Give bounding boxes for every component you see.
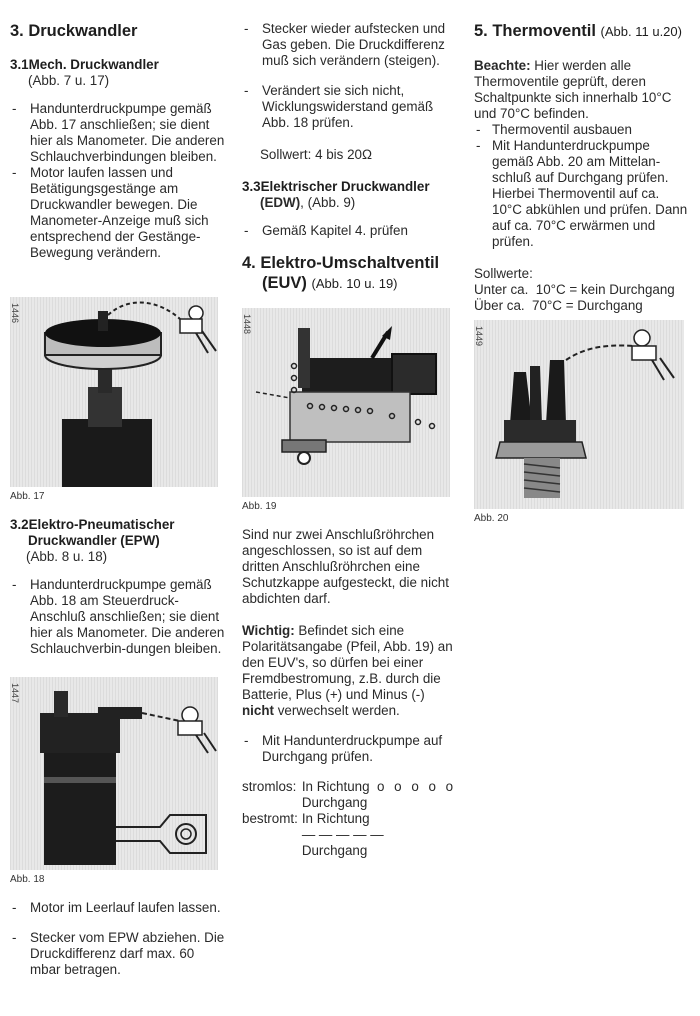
figure-17: [10, 297, 218, 487]
list-5: [474, 122, 692, 250]
euv-drawing: [242, 308, 450, 497]
column-right: [474, 0, 692, 525]
list-item: - Stecker vom EPW abziehen. Die Druckdifferenz darf max. 60 mbar betragen.: [10, 930, 225, 978]
stromlos-symbol: o o o o o: [377, 779, 457, 794]
list-item: - Gemäß Kapitel 4. prüfen: [242, 223, 457, 239]
sollwerte-line-1: Unter ca. 10°C = kein Durchgang: [474, 282, 675, 297]
sollwert: Sollwert: 4 bis 20Ω: [260, 147, 372, 162]
stromlos-text: In Richtung: [301, 779, 370, 794]
figure-number: 1448: [242, 314, 252, 335]
ref-3-2: (Abb. 8 u. 18): [26, 549, 108, 564]
figure-20: [474, 320, 684, 509]
figure-18: [10, 677, 218, 870]
figure-number: 1449: [474, 326, 484, 347]
list-3-2: [10, 577, 225, 657]
beachte-text: Hier werden alle Thermoventile geprüft, deren Schaltpunkte sich innerhalb 10°C und 70°C befinden.: [474, 58, 672, 121]
epw-drawing: [10, 677, 218, 870]
list-3-3: [242, 223, 457, 239]
stromlos-label: stromlos:: [242, 779, 297, 794]
ref-euv: (Abb. 10 u. 19): [311, 276, 398, 291]
list-item: - Handunterdruckpumpe gemäß Abb. 17 anschließen; sie dient hier als Manometer. Die anderen Schlauchverbindungen bleiben.: [10, 101, 225, 165]
heading-3-3: 3.3Elektrischer Druckwandler: [242, 179, 430, 194]
stromlos-durchgang: Durchgang: [301, 795, 368, 810]
list-top: [242, 21, 457, 131]
list-item: - Mit Handunterdruckpumpe gemäß Abb. 20 am Mittelan-schluß auf Durchgang prüfen. Hierbei Thermoventil auf ca. 10°C abkühlen und prüfen. Dann auf ca. 70°C erwärmen und prüfen.: [474, 138, 692, 250]
wichtig-text: Befindet sich eine Polaritätsangabe (Pfeil, Abb. 19) an den EUV's, so dürfen bei einer Fremdbestromung, z.B. durch die Batterie, Plus (+) und Minus (-): [242, 623, 453, 702]
paragraph-wichtig: [242, 623, 457, 719]
bestromt-text: In Richtung: [301, 811, 370, 826]
heading-euv-b: (EUV): [262, 274, 307, 292]
list-3-1: [10, 101, 225, 261]
paragraph-anschluss: Sind nur zwei Anschlußröhrchen angeschlossen, so ist auf dem dritten Anschlußröhrchen eine Schutzkappe aufgesteckt, die nicht abdichten darf.: [242, 527, 449, 606]
figure-caption: Abb. 19: [242, 501, 277, 512]
list-bottom: [10, 900, 225, 978]
paragraph-beachte: [474, 58, 692, 122]
heading-thermoventil: 5. Thermoventil: [474, 22, 596, 40]
sollwerte-label: Sollwerte:: [474, 266, 533, 281]
heading-3-2: 3.2Elektro-Pneumatischer: [10, 517, 175, 532]
heading-3-2-b: Druckwandler (EPW): [28, 533, 160, 548]
figure-number: 1446: [10, 303, 20, 324]
list-item: - Handunterdruckpumpe gemäß Abb. 18 am Steuerdruck-Anschluß anschließen; sie dient hier als Manometer. Die anderen Schlauchverbin-dungen bleiben.: [10, 577, 225, 657]
list-item: - Motor im Leerlauf laufen lassen.: [10, 900, 225, 916]
list-4: [242, 733, 457, 765]
figure-caption: Abb. 17: [10, 491, 45, 502]
heading-3-1: 3.1Mech. Druckwandler: [10, 57, 159, 72]
ref-3-1: (Abb. 7 u. 17): [28, 73, 110, 88]
figure-number: 1447: [10, 683, 20, 704]
wichtig-label: Wichtig:: [242, 623, 295, 638]
pressure-converter-drawing: [10, 297, 218, 487]
bestromt-label: bestromt:: [242, 811, 298, 826]
figure-caption: Abb. 18: [10, 874, 45, 885]
thermovalve-drawing: [474, 320, 684, 509]
heading-3-3-b: (EDW): [260, 195, 301, 210]
ref-3-3: , (Abb. 9): [300, 195, 356, 210]
list-item: - Verändert sie sich nicht, Wicklungswiderstand gemäß Abb. 18 prüfen.: [242, 83, 457, 131]
durchgang-table: [242, 779, 457, 859]
list-item: - Motor laufen lassen und Betätigungsgestänge am Druckwandler bewegen. Die Manometer-Anzeige muß sich entsprechend der Gestänge-Bewegung verändern.: [10, 165, 225, 261]
column-middle: [242, 0, 457, 859]
column-left: [10, 0, 225, 978]
list-item: - Stecker wieder aufstecken und Gas geben. Die Druckdifferenz muß sich verändern (steigen).: [242, 21, 457, 69]
figure-caption: Abb. 20: [474, 513, 509, 524]
bestromt-symbol: — — — — —: [301, 827, 384, 842]
wichtig-nicht: nicht: [242, 703, 274, 718]
heading-druckwandler: 3. Druckwandler: [10, 22, 138, 40]
list-item: - Mit Handunterdruckpumpe auf Durchgang prüfen.: [242, 733, 457, 765]
heading-euv: 4. Elektro-Umschaltventil: [242, 254, 440, 272]
bestromt-durchgang: Durchgang: [301, 843, 368, 858]
figure-19: [242, 308, 450, 497]
wichtig-end: verwechselt werden.: [274, 703, 400, 718]
beachte-label: Beachte:: [474, 58, 531, 73]
ref-thermoventil: (Abb. 11 u.20): [600, 24, 682, 39]
list-item: - Thermoventil ausbauen: [474, 122, 692, 138]
sollwerte-line-2: Über ca. 70°C = Durchgang: [474, 298, 643, 313]
